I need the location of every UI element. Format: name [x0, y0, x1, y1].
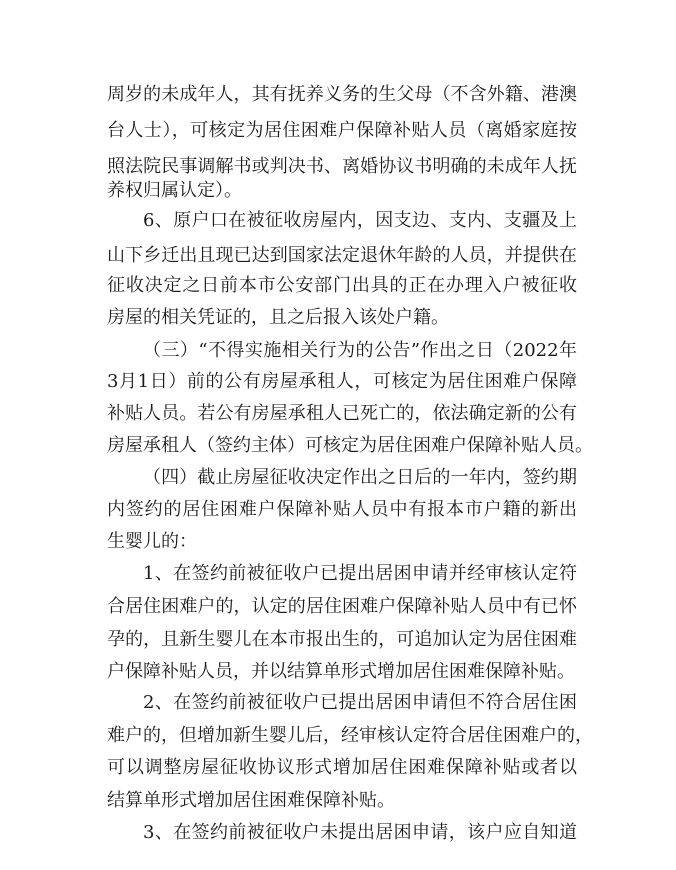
text-line: 周岁的未成年人，其有抚养义务的生父母（不含外籍、港澳 [107, 84, 577, 105]
text-line: 补贴人员。若公有房屋承租人已死亡的，依法确定新的公有 [107, 403, 577, 424]
paragraph-first-line: 1、在签约前被征收户已提出居困申请并经审核认定符 [143, 563, 577, 584]
text-line: 户保障补贴人员，并以结算单形式增加居住困难保障补贴。 [107, 661, 575, 682]
paragraph-first-line: 3、在签约前被征收户未提出居困申请，该户应自知道 [143, 822, 577, 843]
text-line: 养权归属认定）。 [107, 180, 242, 201]
text-line: 可以调整房屋征收协议形式增加居住困难保障补贴或者以 [107, 757, 577, 778]
text-line: 台人士），可核定为居住困难户保障补贴人员（离婚家庭按 [107, 120, 577, 141]
text-line: 照法院民事调解书或判决书、离婚协议书明确的未成年人抚 [107, 156, 577, 177]
text-line: 内签约的居住困难户保障补贴人员中有报本市户籍的新出 [107, 499, 577, 520]
paragraph-first-line: （三）“不得实施相关行为的公告”作出之日（2022年 [143, 340, 577, 361]
text-line: 难户的，但增加新生婴儿后，经审核认定符合居住困难户的， [107, 725, 593, 746]
paragraph-first-line: 2、在签约前被征收户已提出居困申请但不符合居住困 [143, 692, 577, 713]
text-line: 孕的，且新生婴儿在本市报出生的，可追加认定为居住困难 [107, 629, 577, 650]
text-line: 结算单形式增加居住困难保障补贴。 [107, 790, 395, 811]
text-line: 合居住困难户的，认定的居住困难户保障补贴人员中有已怀 [107, 596, 577, 617]
paragraph-first-line: 6、原户口在被征收房屋内，因支边、支内、支疆及上 [143, 210, 577, 231]
text-line: 征收决定之日前本市公安部门出具的正在办理入户被征收 [107, 275, 577, 296]
paragraph-first-line: （四）截止房屋征收决定作出之日后的一年内，签约期 [143, 467, 577, 488]
text-line: 房屋承租人（签约主体）可核定为居住困难户保障补贴人员。 [107, 435, 593, 456]
text-line: 生婴儿的： [107, 531, 197, 552]
text-line: 山下乡迁出且现已达到国家法定退休年龄的人员，并提供在 [107, 245, 577, 266]
text-line: 3月1日）前的公有房屋承租人，可核定为居住困难户保障 [107, 371, 577, 392]
text-line: 房屋的相关凭证的，且之后报入该处户籍。 [107, 307, 449, 328]
